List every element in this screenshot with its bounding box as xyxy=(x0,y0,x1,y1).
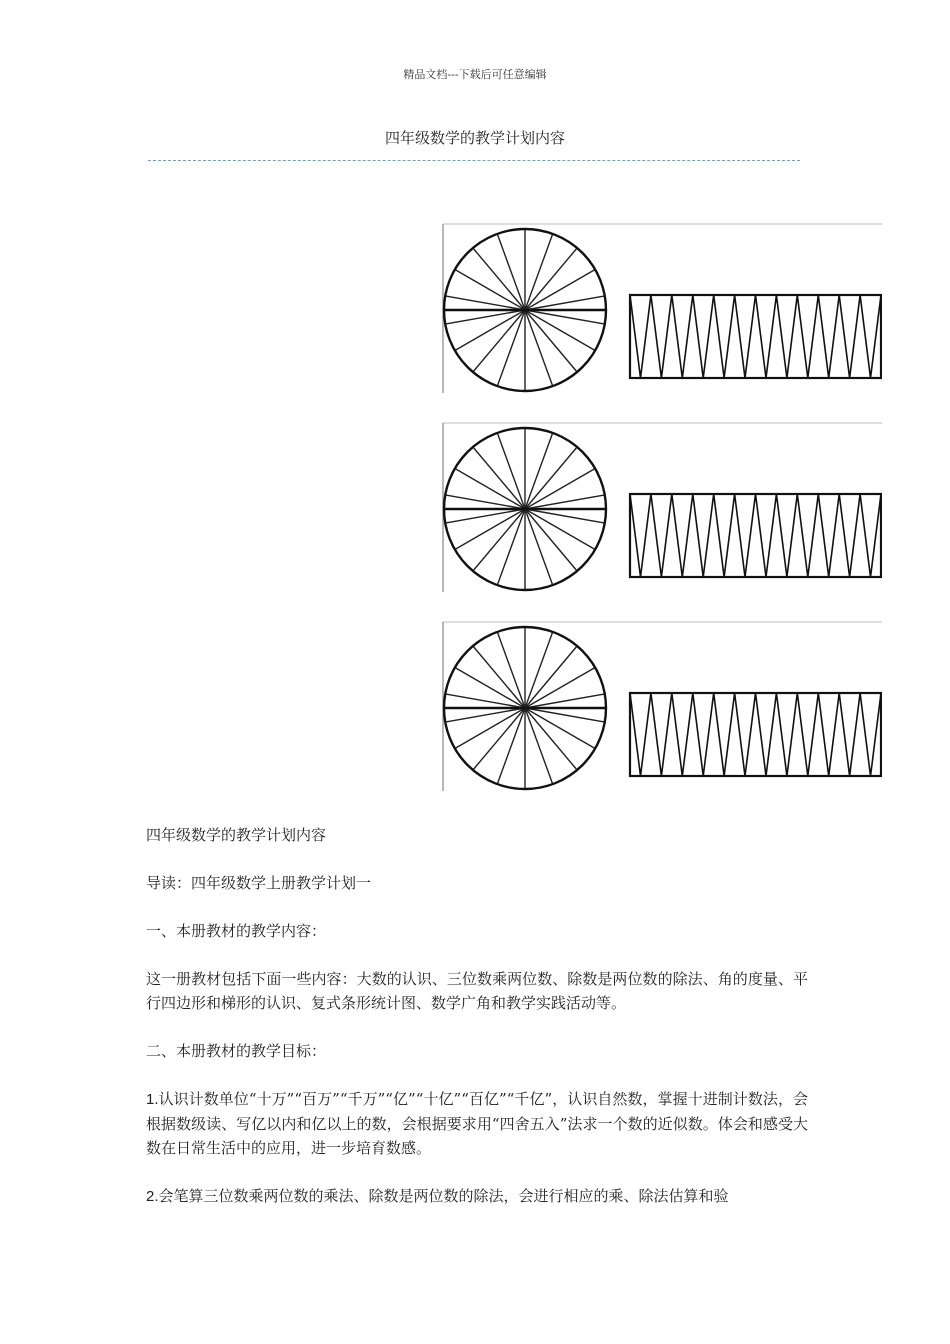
section-1-text: 这一册教材包括下面一些内容：大数的认识、三位数乘两位数、除数是两位数的除法、角的度量、平行四边形和梯形的认识、复式条形统计图、数学广角和教学实践活动等。 xyxy=(146,970,808,1012)
body-heading: 四年级数学的教学计划内容 xyxy=(146,826,327,844)
figure-3 xyxy=(441,621,882,791)
figure-2 xyxy=(441,422,882,592)
goal-item-1-number: 1. xyxy=(146,1091,159,1108)
goal-item-2-text: 会笔算三位数乘两位数的乘法、除数是两位数的除法，会进行相应的乘、除法估算和验 xyxy=(158,1187,729,1205)
title-divider xyxy=(148,160,800,161)
section-1-heading: 一、本册教材的教学内容： xyxy=(146,922,327,940)
circle-sectors-and-zigzag-figure-icon xyxy=(441,621,882,791)
circle-sectors-and-zigzag-figure-icon xyxy=(441,422,882,592)
goal-item-2-number: 2. xyxy=(146,1188,159,1205)
goal-item-1 xyxy=(146,1087,808,1160)
goal-item-1-text: 认识计数单位“十万”“百万”“千万”“亿”“十亿”“百亿”“千亿”，认识自然数，掌握十进制计数法，会根据数级读、写亿以内和亿以上的数，会根据要求用“四舍五入”法求一个数的近似数。体会和感受大数在日常生活中的应用，进一步培育数感。 xyxy=(146,1090,808,1157)
document-body xyxy=(146,823,808,1233)
goal-item-2 xyxy=(146,1184,808,1209)
body-intro: 导读：四年级数学上册教学计划一 xyxy=(146,874,372,892)
figure-1 xyxy=(441,223,882,393)
circle-sectors-and-zigzag-figure-icon xyxy=(441,223,882,393)
page-header: 精品文档---下载后可任意编辑 xyxy=(403,68,547,81)
section-2-heading: 二、本册教材的教学目标： xyxy=(146,1042,327,1060)
document-title: 四年级数学的教学计划内容 xyxy=(384,129,565,147)
